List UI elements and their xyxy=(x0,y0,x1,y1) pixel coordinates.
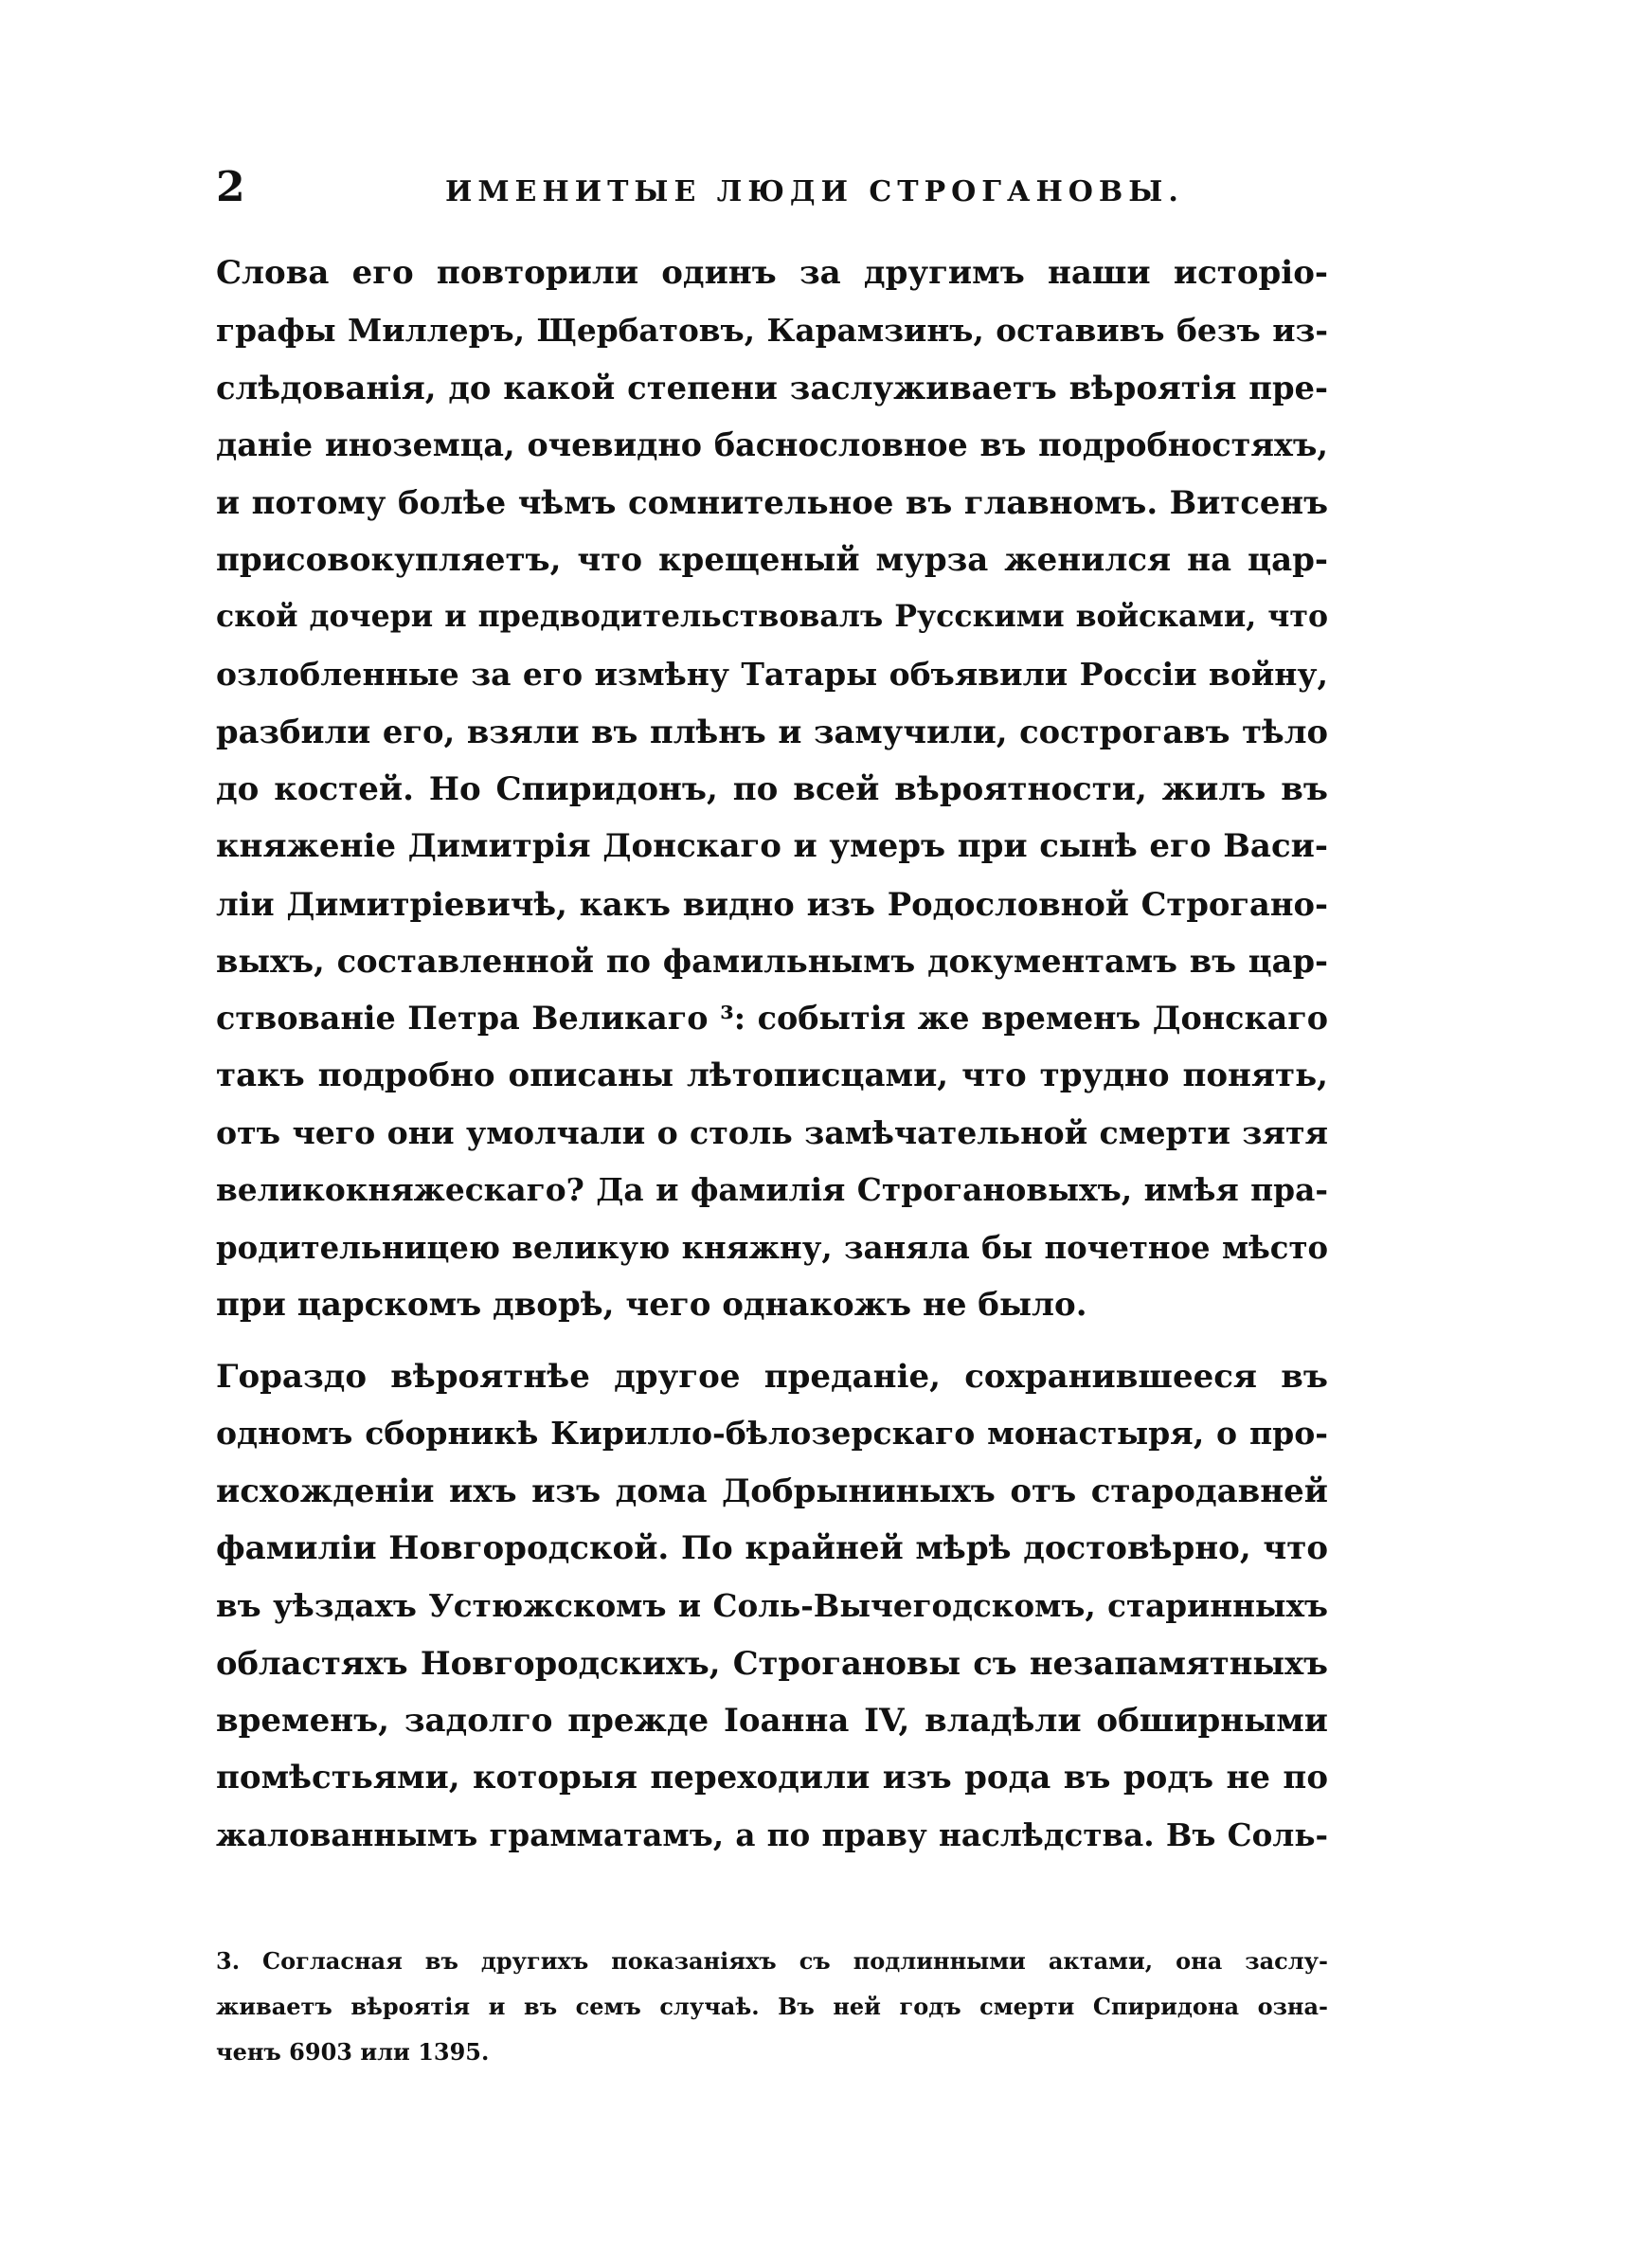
text-line: родительницею великую княжну, заняла бы почетное мѣсто xyxy=(216,1229,1328,1266)
paragraph xyxy=(216,244,1328,1334)
footnote-line: 3. Согласная въ другихъ показаніяхъ съ подлинными актами, она заслу- xyxy=(216,1947,1328,1975)
text-line: фамиліи Новгородской. По крайней мѣрѣ достовѣрно, что xyxy=(216,1529,1328,1567)
text-line: и потому болѣе чѣмъ сомнительное въ главномъ. Витсенъ xyxy=(216,483,1328,521)
running-title: ИМЕНИТЫЕ ЛЮДИ СТРОГАНОВЫ. xyxy=(445,175,1184,208)
footnote xyxy=(216,1939,1328,2075)
text-line: до костей. Но Спиридонъ, по всей вѣроятности, жилъ въ xyxy=(216,769,1328,808)
text-line: жалованнымъ грамматамъ, а по праву наслѣдства. Въ Соль- xyxy=(216,1815,1328,1853)
text-line: ліи Димитріевичѣ, какъ видно изъ Родословной Строгано- xyxy=(216,884,1328,923)
text-line: помѣстьями, которыя переходили изъ рода въ родъ не по xyxy=(216,1759,1328,1797)
text-line: ствованіе Петра Великаго ³: событія же временъ Донскаго xyxy=(216,999,1328,1037)
text-line: княженіе Димитрія Донскаго и умеръ при сынѣ его Васи- xyxy=(216,827,1328,865)
text-line: слѣдованія, до какой степени заслуживаетъ вѣроятія пре- xyxy=(216,369,1328,406)
page-number: 2 xyxy=(216,163,245,211)
text-line: временъ, задолго прежде Іоанна IV, владѣли обширными xyxy=(216,1701,1328,1740)
text-line: при царскомъ дворѣ, чего однакожъ не было. xyxy=(216,1286,1087,1324)
text-line: разбили его, взяли въ плѣнъ и замучили, сострогавъ тѣло xyxy=(216,713,1328,750)
paragraph-gap xyxy=(216,1334,1328,1348)
body-text xyxy=(216,244,1328,1864)
text-line: ской дочери и предводительствовалъ Русскими войсками, что xyxy=(216,599,1328,634)
text-line: графы Миллеръ, Щербатовъ, Карамзинъ, оставивъ безъ из- xyxy=(216,311,1328,349)
paragraph xyxy=(216,1348,1328,1865)
text-line: озлобленные за его измѣну Татары объявили Россіи войну, xyxy=(216,655,1328,693)
footnote-line: ченъ 6903 или 1395. xyxy=(216,2038,490,2066)
text-line: одномъ сборникѣ Кирилло-бѣлозерскаго монастыря, о про- xyxy=(216,1415,1328,1452)
text-line: такъ подробно описаны лѣтописцами, что трудно понять, xyxy=(216,1056,1328,1094)
text-line: исхожденіи ихъ изъ дома Добрыниныхъ отъ стародавней xyxy=(216,1472,1328,1510)
text-line: присовокупляетъ, что крещеный мурза женился на цар- xyxy=(216,540,1328,579)
text-line: даніе иноземца, очевидно баснословное въ подробностяхъ, xyxy=(216,425,1328,463)
text-line: отъ чего они умолчали о столь замѣчательной смерти зятя xyxy=(216,1113,1328,1151)
text-line: великокняжескаго? Да и фамилія Строгановыхъ, имѣя пра- xyxy=(216,1171,1328,1208)
text-line: областяхъ Новгородскихъ, Строгановы съ незапамятныхъ xyxy=(216,1644,1328,1682)
text-line: въ уѣздахъ Устюжскомъ и Соль-Вычегодскомъ, старинныхъ xyxy=(216,1586,1328,1624)
text-line: Гораздо вѣроятнѣе другое преданіе, сохранившееся въ xyxy=(216,1357,1328,1396)
text-line: выхъ, составленной по фамильнымъ документамъ въ цар- xyxy=(216,942,1328,980)
footnote-line: живаетъ вѣроятія и въ семъ случаѣ. Въ ней годъ смерти Спиридона озна- xyxy=(216,1993,1328,2020)
text-line: Слова его повторили одинъ за другимъ наши исторіо- xyxy=(216,254,1328,292)
